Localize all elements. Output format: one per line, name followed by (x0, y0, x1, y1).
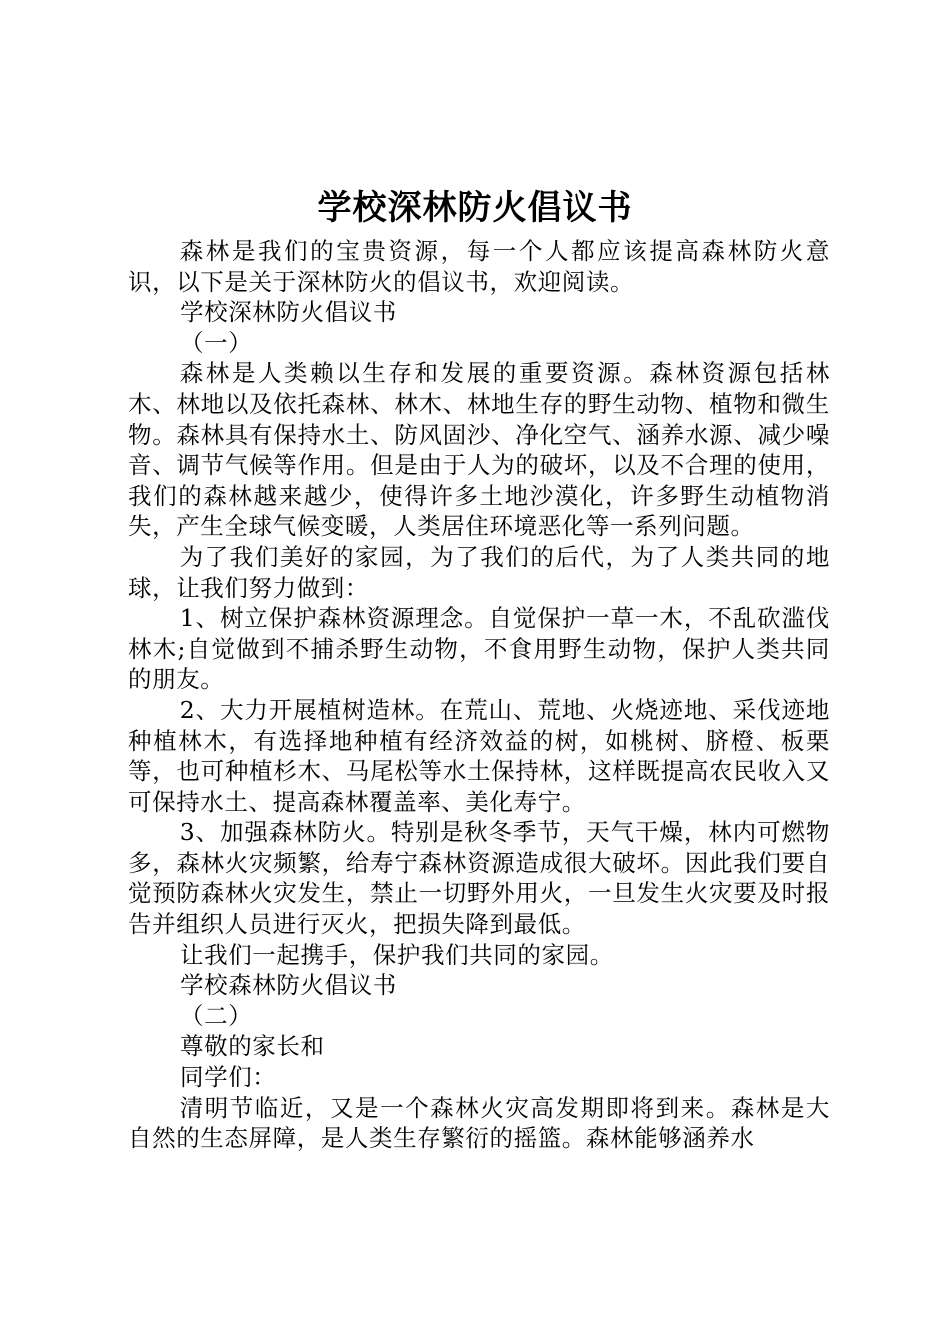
section-number-1: （一） (180, 328, 253, 357)
salutation-line-1: 尊敬的家长和 (180, 1032, 325, 1061)
paragraph: 森林是人类赖以生存和发展的重要资源。森林资源包括林木、林地以及依托森林、林木、林地生存的野生动物、植物和微生物。森林具有保持水土、防风固沙、净化空气、涵养水源、减少噪音、调节气候等作用。但是由于人为的破坏，以及不合理的使用，我们的森林越来越少，使得许多土地沙漠化，许多野生动植物消失，产生全球气候变暖，人类居住环境恶化等一系列问题。 (128, 359, 830, 541)
document-title: 学校深林防火倡议书 (317, 188, 633, 228)
paragraph-intro: 森林是我们的宝贵资源，每一个人都应该提高森林防火意识，以下是关于深林防火的倡议书，欢迎阅读。 (128, 237, 830, 296)
list-item: 3、加强森林防火。特别是秋冬季节，天气干燥，林内可燃物多，森林火灾频繁，给寿宁森林资源造成很大破坏。因此我们要自觉预防森林火灾发生，禁止一切野外用火，一旦发生火灾要及时报告并组织人员进行灭火，把损失降到最低。 (128, 818, 830, 939)
salutation-line-2: 同学们： (180, 1063, 277, 1092)
section-number-2: （二） (180, 1001, 253, 1030)
document-body (128, 236, 830, 1154)
section-heading-2: 学校森林防火倡议书 (180, 971, 397, 1000)
paragraph-closing: 让我们一起携手，保护我们共同的家园。 (180, 940, 614, 969)
section-heading-1: 学校深林防火倡议书 (180, 298, 397, 327)
paragraph: 为了我们美好的家园，为了我们的后代，为了人类共同的地球，让我们努力做到： (128, 542, 830, 602)
list-item: 2、大力开展植树造林。在荒山、荒地、火烧迹地、采伐迹地种植林木，有选择地种植有经济效益的树，如桃树、脐橙、板栗等，也可种植杉木、马尾松等水土保持林，这样既提高农民收入又可保持水土、提高森林覆盖率、美化寿宁。 (128, 695, 830, 816)
paragraph: 清明节临近，又是一个森林火灾高发期即将到来。森林是大自然的生态屏障，是人类生存繁衍的摇篮。森林能够涵养水 (128, 1093, 830, 1153)
list-item: 1、树立保护森林资源理念。自觉保护一草一木，不乱砍滥伐林木;自觉做到不捕杀野生动物，不食用野生动物，保护人类共同的朋友。 (128, 604, 830, 694)
